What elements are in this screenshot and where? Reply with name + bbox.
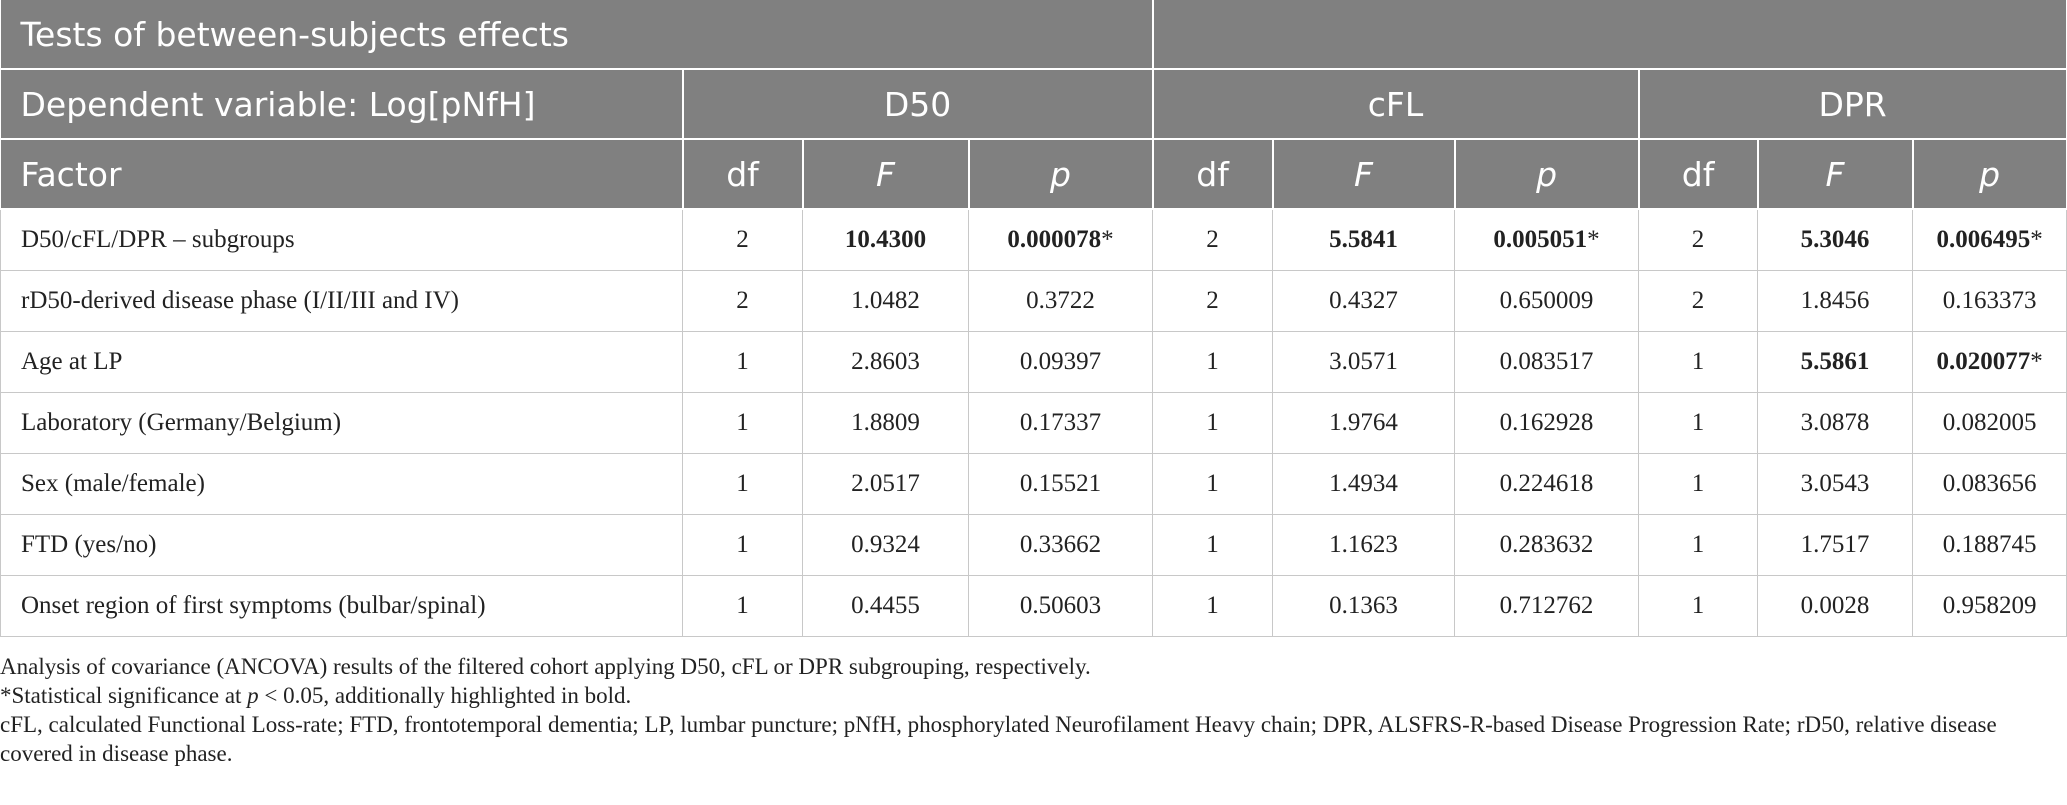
value-cell [683, 576, 803, 637]
col-header-f: F [1758, 139, 1913, 209]
value-cell [683, 271, 803, 332]
cell-value: 2 [1206, 287, 1219, 314]
value-cell [969, 454, 1153, 515]
cell-value: 1 [736, 409, 749, 436]
cell-value: 2 [736, 287, 749, 314]
title-row [1, 0, 2067, 69]
table-row [1, 454, 2067, 515]
cell-value: 1 [1691, 348, 1705, 375]
cell-value: 0.083517 [1499, 348, 1594, 375]
cell-value: 0.17337 [1019, 409, 1102, 436]
value-cell [1455, 515, 1639, 576]
group-header-dpr: DPR [1639, 69, 2067, 139]
value-cell [1273, 576, 1455, 637]
cell-value: 1 [736, 470, 749, 497]
value-cell [1153, 454, 1273, 515]
cell-value: 0.50603 [1019, 592, 1102, 619]
cell-value: 0.006495 [1936, 226, 2031, 253]
cell-value: 1 [736, 348, 749, 375]
value-cell [1153, 271, 1273, 332]
table-row [1, 209, 2067, 271]
col-header-f: F [1273, 139, 1455, 209]
value-cell [1273, 209, 1455, 271]
value-cell [1639, 515, 1758, 576]
value-cell [1758, 576, 1913, 637]
value-cell [1639, 576, 1758, 637]
col-header-df: df [683, 139, 803, 209]
value-cell [1153, 515, 1273, 576]
cell-value: 1 [1691, 592, 1705, 619]
value-cell [1455, 454, 1639, 515]
col-header-f: F [803, 139, 969, 209]
value-cell [969, 332, 1153, 393]
cell-value: 2.8603 [851, 348, 920, 375]
cell-value: 5.5861 [1800, 348, 1870, 375]
value-cell [1153, 332, 1273, 393]
cell-value: 1 [1206, 531, 1219, 558]
cell-value: 0.162928 [1499, 409, 1594, 436]
factor-label: D50/cFL/DPR – subgroups [1, 209, 683, 271]
cell-value: 0.15521 [1019, 470, 1102, 497]
value-cell [803, 454, 969, 515]
value-cell [683, 454, 803, 515]
value-cell [1639, 454, 1758, 515]
cell-value: 1 [736, 592, 749, 619]
cell-value: 1.1623 [1329, 531, 1398, 558]
value-cell [969, 393, 1153, 454]
title-row-filler [1153, 0, 2067, 69]
value-cell [969, 271, 1153, 332]
value-cell [1913, 576, 2067, 637]
table-body [1, 209, 2067, 637]
cell-value: 0.4327 [1329, 287, 1398, 314]
cell-value: 0.1363 [1329, 592, 1398, 619]
table-row [1, 515, 2067, 576]
group-header-cfl: cFL [1153, 69, 1639, 139]
value-cell [683, 209, 803, 271]
cell-value: 1.4934 [1329, 470, 1398, 497]
value-cell [1273, 454, 1455, 515]
value-cell [1913, 393, 2067, 454]
cell-value: 1 [1206, 470, 1219, 497]
cell-value: 2 [1691, 226, 1705, 253]
value-cell [969, 576, 1153, 637]
cell-value: 1 [1206, 592, 1219, 619]
cell-value: 1 [1206, 348, 1219, 375]
cell-value: 10.4300 [844, 226, 927, 253]
value-cell [1455, 576, 1639, 637]
value-cell [1455, 393, 1639, 454]
value-cell [803, 271, 969, 332]
table-row [1, 576, 2067, 637]
cell-value: 5.5841 [1329, 226, 1398, 253]
cell-value: 2 [1691, 287, 1705, 314]
value-cell [803, 209, 969, 271]
cell-value: 0.712762 [1499, 592, 1594, 619]
cell-value: 3.0571 [1329, 348, 1398, 375]
cell-value: 0.005051 [1493, 226, 1588, 253]
cell-value: 0.083656 [1942, 470, 2037, 497]
value-cell [1273, 393, 1455, 454]
cell-value: 0.020077 [1936, 348, 2031, 375]
cell-value: 3.0543 [1800, 470, 1870, 497]
significance-marker: * [1587, 226, 1600, 253]
table-footnotes [0, 652, 2050, 768]
cell-value: 0.163373 [1942, 287, 2037, 314]
cell-value: 1.8809 [851, 409, 920, 436]
value-cell [1153, 209, 1273, 271]
cell-value: 1.7517 [1800, 531, 1870, 558]
value-cell [1913, 332, 2067, 393]
cell-value: 0.224618 [1499, 470, 1594, 497]
value-cell [1273, 271, 1455, 332]
col-header-df: df [1153, 139, 1273, 209]
cell-value: 0.283632 [1499, 531, 1594, 558]
value-cell [1913, 454, 2067, 515]
value-cell [803, 515, 969, 576]
value-cell [1639, 332, 1758, 393]
value-cell [803, 332, 969, 393]
footnote-significance: *Statistical significance at p < 0.05, additionally highlighted in bold. [0, 683, 632, 708]
factor-label: rD50-derived disease phase (I/II/III and IV) [1, 271, 683, 332]
value-cell [1639, 271, 1758, 332]
factor-label: Sex (male/female) [1, 454, 683, 515]
factor-label: Age at LP [1, 332, 683, 393]
cell-value: 0.3722 [1026, 287, 1095, 314]
value-cell [969, 209, 1153, 271]
cell-value: 1.0482 [851, 287, 920, 314]
value-cell [803, 393, 969, 454]
value-cell [1758, 209, 1913, 271]
table-title: Tests of between-subjects effects [1, 0, 1153, 69]
cell-value: 0.082005 [1942, 409, 2037, 436]
value-cell [683, 332, 803, 393]
value-cell [1758, 454, 1913, 515]
value-cell [683, 393, 803, 454]
col-header-p: p [1913, 139, 2067, 209]
cell-value: 0.9324 [851, 531, 920, 558]
cell-value: 0.33662 [1019, 531, 1102, 558]
cell-value: 1.9764 [1329, 409, 1398, 436]
cell-value: 0.4455 [851, 592, 920, 619]
table-row [1, 271, 2067, 332]
value-cell [683, 515, 803, 576]
cell-value: 0.188745 [1942, 531, 2037, 558]
value-cell [1639, 393, 1758, 454]
value-cell [803, 576, 969, 637]
value-cell [1758, 393, 1913, 454]
group-header-row [1, 69, 2067, 139]
group-header-d50: D50 [683, 69, 1153, 139]
significance-marker: * [1101, 226, 1114, 253]
cell-value: 0.000078 [1007, 226, 1102, 253]
dependent-variable-label: Dependent variable: Log[pNfH] [1, 69, 683, 139]
cell-value: 1 [1691, 531, 1705, 558]
value-cell [1913, 209, 2067, 271]
footnote-abbreviations: cFL, calculated Functional Loss-rate; FTD, frontotemporal dementia; LP, lumbar puncture; pNfH, phosphorylated Neurofilament Heavy chain; DPR, ALSFRS-R-based Disease Progression Rate; rD50, relative disease covered in disease phase. [0, 712, 1997, 766]
table-row [1, 332, 2067, 393]
value-cell [1273, 332, 1455, 393]
factor-header: Factor [1, 139, 683, 209]
value-cell [1913, 271, 2067, 332]
significance-marker: * [2030, 348, 2043, 375]
value-cell [1273, 515, 1455, 576]
significance-marker: * [2030, 226, 2043, 253]
footnote-ancova: Analysis of covariance (ANCOVA) results of the filtered cohort applying D50, cFL or DPR subgrouping, respectively. [0, 654, 1091, 679]
cell-value: 1 [1206, 409, 1219, 436]
value-cell [1758, 332, 1913, 393]
value-cell [1455, 209, 1639, 271]
value-cell [1639, 209, 1758, 271]
col-header-df: df [1639, 139, 1758, 209]
cell-value: 0.650009 [1499, 287, 1594, 314]
cell-value: 2.0517 [851, 470, 920, 497]
cell-value: 1.8456 [1800, 287, 1870, 314]
column-header-row [1, 139, 2067, 209]
cell-value: 0.0028 [1800, 592, 1870, 619]
cell-value: 2 [736, 226, 749, 253]
factor-label: Laboratory (Germany/Belgium) [1, 393, 683, 454]
cell-value: 2 [1206, 226, 1219, 253]
value-cell [1153, 393, 1273, 454]
cell-value: 1 [1691, 409, 1705, 436]
value-cell [1153, 576, 1273, 637]
table-row [1, 393, 2067, 454]
cell-value: 3.0878 [1800, 409, 1870, 436]
value-cell [1758, 515, 1913, 576]
value-cell [1455, 332, 1639, 393]
factor-label: Onset region of first symptoms (bulbar/spinal) [1, 576, 683, 637]
value-cell [1758, 271, 1913, 332]
factor-label: FTD (yes/no) [1, 515, 683, 576]
cell-value: 0.09397 [1019, 348, 1102, 375]
col-header-p: p [1455, 139, 1639, 209]
col-header-p: p [969, 139, 1153, 209]
value-cell [1455, 271, 1639, 332]
cell-value: 1 [1691, 470, 1705, 497]
cell-value: 1 [736, 531, 749, 558]
value-cell [1913, 515, 2067, 576]
cell-value: 0.958209 [1942, 592, 2037, 619]
cell-value: 5.3046 [1800, 226, 1870, 253]
value-cell [969, 515, 1153, 576]
